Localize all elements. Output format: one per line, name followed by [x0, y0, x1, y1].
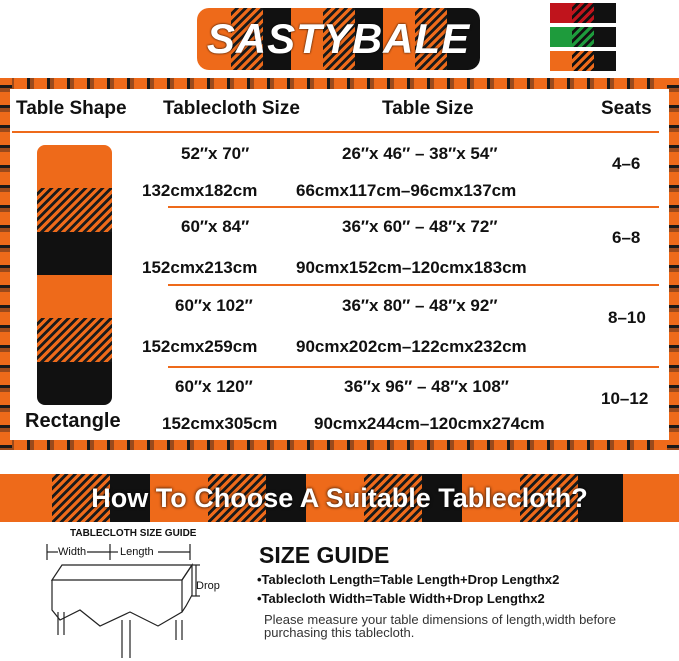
row4-table-cm: 90cmx244cm–120cmx274cm [314, 414, 545, 433]
row3-table-cm: 90cmx202cm–122cmx232cm [296, 337, 527, 356]
row4-seats: 10–12 [601, 389, 649, 408]
length-label: Length [120, 546, 154, 558]
row1-table-cm: 66cmx117cm–96cmx137cm [296, 181, 517, 200]
row3-cloth-in: 60″x 102″ [175, 296, 253, 315]
header-table-size: Table Size [382, 98, 474, 119]
size-guide-title: SIZE GUIDE [259, 542, 390, 568]
swatch-orange-black [550, 51, 616, 71]
row1-seats: 4–6 [612, 154, 641, 173]
guide-width-formula: •Tablecloth Width=Table Width+Drop Lengthx2 [257, 591, 545, 606]
header-tablecloth-size: Tablecloth Size [163, 98, 300, 119]
row2-table-in: 36″x 60″ – 48″x 72″ [342, 217, 498, 236]
header-table-shape: Table Shape [16, 98, 127, 119]
drop-label: Drop [196, 580, 220, 592]
tablecloth-diagram-icon [40, 540, 230, 660]
row3-cloth-cm: 152cmx259cm [142, 337, 258, 356]
header-divider [12, 131, 659, 133]
guide-note: Please measure your table dimensions of length,width before purchasing this tablecloth. [264, 612, 616, 640]
row4-table-in: 36″x 96″ – 48″x 108″ [344, 377, 509, 396]
row1-table-in: 26″x 46″ – 38″x 54″ [342, 144, 498, 163]
diagram-title: TABLECLOTH SIZE GUIDE [70, 528, 197, 539]
row-divider [168, 284, 659, 286]
rectangle-tablecloth-icon [37, 145, 112, 405]
brand-name: SASTYBALE [206, 15, 471, 62]
row4-cloth-in: 60″x 120″ [175, 377, 253, 396]
guide-length-formula: •Tablecloth Length=Table Length+Drop Lengthx2 [257, 572, 560, 587]
shape-label: Rectangle [25, 410, 121, 432]
row3-table-in: 36″x 80″ – 48″x 92″ [342, 296, 498, 315]
header-seats: Seats [601, 98, 652, 119]
swatch-green-black [550, 27, 616, 47]
row3-seats: 8–10 [608, 308, 646, 327]
row2-table-cm: 90cmx152cm–120cmx183cm [296, 258, 527, 277]
row1-cloth-cm: 132cmx182cm [142, 181, 258, 200]
width-label: Width [58, 546, 87, 558]
row-divider [168, 206, 659, 208]
swatch-red-black [550, 3, 616, 23]
row2-cloth-cm: 152cmx213cm [142, 258, 258, 277]
row-divider [168, 366, 659, 368]
row1-cloth-in: 52″x 70″ [181, 144, 250, 163]
banner-title: How To Choose A Suitable Tablecloth? [91, 482, 588, 513]
row2-seats: 6–8 [612, 228, 641, 247]
row4-cloth-cm: 152cmx305cm [162, 414, 278, 433]
row2-cloth-in: 60″x 84″ [181, 217, 250, 236]
brand-logo [197, 8, 480, 70]
